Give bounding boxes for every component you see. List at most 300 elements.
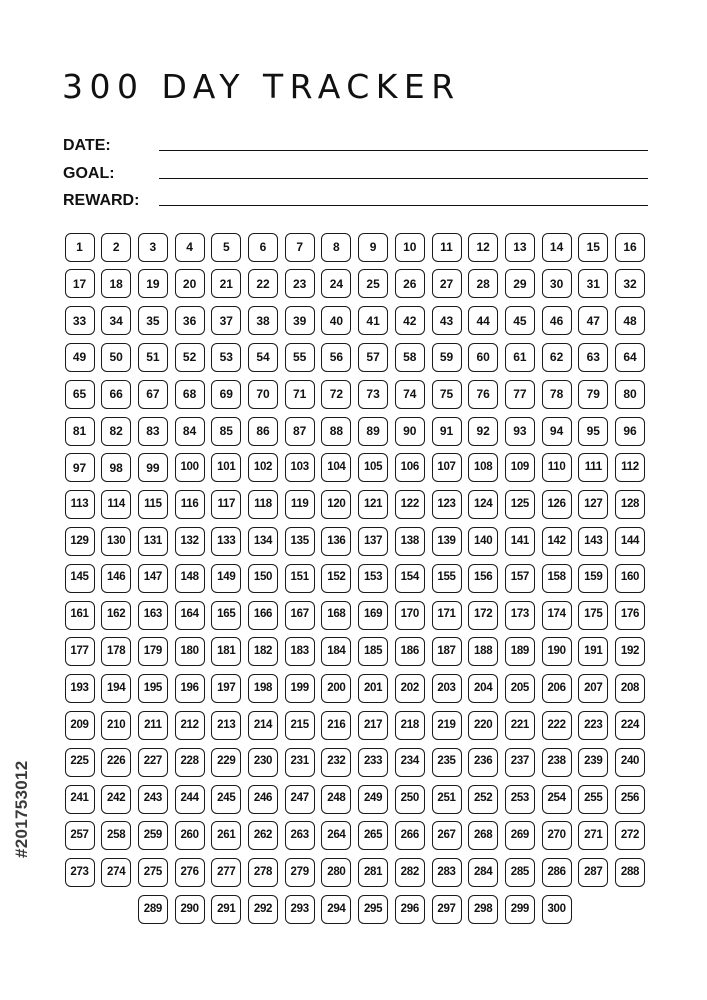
day-box-126[interactable]: 126 [542, 490, 572, 519]
day-box-215[interactable]: 215 [285, 711, 315, 740]
day-box-134[interactable]: 134 [248, 527, 278, 556]
day-box-188[interactable]: 188 [468, 637, 498, 666]
day-box-195[interactable]: 195 [138, 674, 168, 703]
day-box-56[interactable]: 56 [321, 343, 351, 372]
day-box-69[interactable]: 69 [211, 380, 241, 409]
day-box-70[interactable]: 70 [248, 380, 278, 409]
day-box-106[interactable]: 106 [395, 453, 425, 482]
day-box-42[interactable]: 42 [395, 306, 425, 335]
day-box-59[interactable]: 59 [432, 343, 462, 372]
day-box-238[interactable]: 238 [542, 748, 572, 777]
day-box-243[interactable]: 243 [138, 785, 168, 814]
day-box-217[interactable]: 217 [358, 711, 388, 740]
day-box-20[interactable]: 20 [175, 269, 205, 298]
day-box-247[interactable]: 247 [285, 785, 315, 814]
day-box-267[interactable]: 267 [432, 821, 462, 850]
day-box-184[interactable]: 184 [321, 637, 351, 666]
day-box-258[interactable]: 258 [101, 821, 131, 850]
day-box-268[interactable]: 268 [468, 821, 498, 850]
day-box-176[interactable]: 176 [615, 601, 645, 630]
day-box-24[interactable]: 24 [321, 269, 351, 298]
day-box-143[interactable]: 143 [578, 527, 608, 556]
day-box-119[interactable]: 119 [285, 490, 315, 519]
day-box-174[interactable]: 174 [542, 601, 572, 630]
day-box-73[interactable]: 73 [358, 380, 388, 409]
day-box-107[interactable]: 107 [432, 453, 462, 482]
day-box-29[interactable]: 29 [505, 269, 535, 298]
day-box-212[interactable]: 212 [175, 711, 205, 740]
day-box-81[interactable]: 81 [65, 417, 95, 446]
day-box-236[interactable]: 236 [468, 748, 498, 777]
day-box-265[interactable]: 265 [358, 821, 388, 850]
day-box-239[interactable]: 239 [578, 748, 608, 777]
day-box-99[interactable]: 99 [138, 453, 168, 482]
day-box-133[interactable]: 133 [211, 527, 241, 556]
day-box-27[interactable]: 27 [432, 269, 462, 298]
day-box-2[interactable]: 2 [101, 233, 131, 262]
day-box-25[interactable]: 25 [358, 269, 388, 298]
day-box-82[interactable]: 82 [101, 417, 131, 446]
day-box-166[interactable]: 166 [248, 601, 278, 630]
day-box-17[interactable]: 17 [65, 269, 95, 298]
day-box-299[interactable]: 299 [505, 895, 535, 924]
day-box-146[interactable]: 146 [101, 564, 131, 593]
day-box-19[interactable]: 19 [138, 269, 168, 298]
day-box-127[interactable]: 127 [578, 490, 608, 519]
day-box-199[interactable]: 199 [285, 674, 315, 703]
day-box-283[interactable]: 283 [432, 858, 462, 887]
day-box-84[interactable]: 84 [175, 417, 205, 446]
day-box-94[interactable]: 94 [542, 417, 572, 446]
day-box-86[interactable]: 86 [248, 417, 278, 446]
day-box-270[interactable]: 270 [542, 821, 572, 850]
day-box-114[interactable]: 114 [101, 490, 131, 519]
day-box-112[interactable]: 112 [615, 453, 645, 482]
day-box-248[interactable]: 248 [321, 785, 351, 814]
day-box-97[interactable]: 97 [65, 453, 95, 482]
day-box-75[interactable]: 75 [432, 380, 462, 409]
day-box-118[interactable]: 118 [248, 490, 278, 519]
day-box-241[interactable]: 241 [65, 785, 95, 814]
day-box-52[interactable]: 52 [175, 343, 205, 372]
day-box-122[interactable]: 122 [395, 490, 425, 519]
day-box-190[interactable]: 190 [542, 637, 572, 666]
day-box-22[interactable]: 22 [248, 269, 278, 298]
day-box-153[interactable]: 153 [358, 564, 388, 593]
day-box-197[interactable]: 197 [211, 674, 241, 703]
day-box-61[interactable]: 61 [505, 343, 535, 372]
day-box-150[interactable]: 150 [248, 564, 278, 593]
day-box-223[interactable]: 223 [578, 711, 608, 740]
day-box-221[interactable]: 221 [505, 711, 535, 740]
day-box-252[interactable]: 252 [468, 785, 498, 814]
day-box-292[interactable]: 292 [248, 895, 278, 924]
day-box-192[interactable]: 192 [615, 637, 645, 666]
day-box-49[interactable]: 49 [65, 343, 95, 372]
day-box-181[interactable]: 181 [211, 637, 241, 666]
day-box-117[interactable]: 117 [211, 490, 241, 519]
day-box-40[interactable]: 40 [321, 306, 351, 335]
day-box-232[interactable]: 232 [321, 748, 351, 777]
day-box-219[interactable]: 219 [432, 711, 462, 740]
day-box-8[interactable]: 8 [321, 233, 351, 262]
day-box-39[interactable]: 39 [285, 306, 315, 335]
day-box-291[interactable]: 291 [211, 895, 241, 924]
day-box-262[interactable]: 262 [248, 821, 278, 850]
day-box-141[interactable]: 141 [505, 527, 535, 556]
day-box-253[interactable]: 253 [505, 785, 535, 814]
day-box-240[interactable]: 240 [615, 748, 645, 777]
day-box-200[interactable]: 200 [321, 674, 351, 703]
day-box-281[interactable]: 281 [358, 858, 388, 887]
day-box-85[interactable]: 85 [211, 417, 241, 446]
day-box-144[interactable]: 144 [615, 527, 645, 556]
day-box-10[interactable]: 10 [395, 233, 425, 262]
day-box-54[interactable]: 54 [248, 343, 278, 372]
day-box-11[interactable]: 11 [432, 233, 462, 262]
day-box-178[interactable]: 178 [101, 637, 131, 666]
day-box-124[interactable]: 124 [468, 490, 498, 519]
day-box-222[interactable]: 222 [542, 711, 572, 740]
day-box-216[interactable]: 216 [321, 711, 351, 740]
day-box-98[interactable]: 98 [101, 453, 131, 482]
day-box-130[interactable]: 130 [101, 527, 131, 556]
day-box-254[interactable]: 254 [542, 785, 572, 814]
day-box-145[interactable]: 145 [65, 564, 95, 593]
day-box-36[interactable]: 36 [175, 306, 205, 335]
day-box-55[interactable]: 55 [285, 343, 315, 372]
day-box-198[interactable]: 198 [248, 674, 278, 703]
day-box-26[interactable]: 26 [395, 269, 425, 298]
day-box-111[interactable]: 111 [578, 453, 608, 482]
day-box-213[interactable]: 213 [211, 711, 241, 740]
day-box-229[interactable]: 229 [211, 748, 241, 777]
day-box-154[interactable]: 154 [395, 564, 425, 593]
day-box-218[interactable]: 218 [395, 711, 425, 740]
day-box-57[interactable]: 57 [358, 343, 388, 372]
day-box-74[interactable]: 74 [395, 380, 425, 409]
day-box-171[interactable]: 171 [432, 601, 462, 630]
day-box-14[interactable]: 14 [542, 233, 572, 262]
day-box-235[interactable]: 235 [432, 748, 462, 777]
day-box-300[interactable]: 300 [542, 895, 572, 924]
day-box-128[interactable]: 128 [615, 490, 645, 519]
day-box-132[interactable]: 132 [175, 527, 205, 556]
day-box-90[interactable]: 90 [395, 417, 425, 446]
day-box-227[interactable]: 227 [138, 748, 168, 777]
day-box-62[interactable]: 62 [542, 343, 572, 372]
day-box-226[interactable]: 226 [101, 748, 131, 777]
day-box-173[interactable]: 173 [505, 601, 535, 630]
day-box-290[interactable]: 290 [175, 895, 205, 924]
day-box-278[interactable]: 278 [248, 858, 278, 887]
day-box-68[interactable]: 68 [175, 380, 205, 409]
day-box-44[interactable]: 44 [468, 306, 498, 335]
day-box-285[interactable]: 285 [505, 858, 535, 887]
day-box-12[interactable]: 12 [468, 233, 498, 262]
day-box-80[interactable]: 80 [615, 380, 645, 409]
day-box-138[interactable]: 138 [395, 527, 425, 556]
day-box-187[interactable]: 187 [432, 637, 462, 666]
day-box-287[interactable]: 287 [578, 858, 608, 887]
day-box-88[interactable]: 88 [321, 417, 351, 446]
day-box-67[interactable]: 67 [138, 380, 168, 409]
day-box-159[interactable]: 159 [578, 564, 608, 593]
day-box-91[interactable]: 91 [432, 417, 462, 446]
day-box-161[interactable]: 161 [65, 601, 95, 630]
day-box-196[interactable]: 196 [175, 674, 205, 703]
day-box-83[interactable]: 83 [138, 417, 168, 446]
day-box-13[interactable]: 13 [505, 233, 535, 262]
day-box-65[interactable]: 65 [65, 380, 95, 409]
day-box-167[interactable]: 167 [285, 601, 315, 630]
day-box-289[interactable]: 289 [138, 895, 168, 924]
day-box-77[interactable]: 77 [505, 380, 535, 409]
day-box-272[interactable]: 272 [615, 821, 645, 850]
day-box-149[interactable]: 149 [211, 564, 241, 593]
day-box-242[interactable]: 242 [101, 785, 131, 814]
day-box-277[interactable]: 277 [211, 858, 241, 887]
day-box-183[interactable]: 183 [285, 637, 315, 666]
day-box-225[interactable]: 225 [65, 748, 95, 777]
day-box-53[interactable]: 53 [211, 343, 241, 372]
day-box-79[interactable]: 79 [578, 380, 608, 409]
day-box-280[interactable]: 280 [321, 858, 351, 887]
day-box-266[interactable]: 266 [395, 821, 425, 850]
day-box-100[interactable]: 100 [175, 453, 205, 482]
day-box-38[interactable]: 38 [248, 306, 278, 335]
day-box-155[interactable]: 155 [432, 564, 462, 593]
day-box-230[interactable]: 230 [248, 748, 278, 777]
day-box-47[interactable]: 47 [578, 306, 608, 335]
day-box-43[interactable]: 43 [432, 306, 462, 335]
day-box-177[interactable]: 177 [65, 637, 95, 666]
day-box-255[interactable]: 255 [578, 785, 608, 814]
day-box-208[interactable]: 208 [615, 674, 645, 703]
day-box-93[interactable]: 93 [505, 417, 535, 446]
day-box-6[interactable]: 6 [248, 233, 278, 262]
day-box-120[interactable]: 120 [321, 490, 351, 519]
day-box-33[interactable]: 33 [65, 306, 95, 335]
day-box-121[interactable]: 121 [358, 490, 388, 519]
day-box-116[interactable]: 116 [175, 490, 205, 519]
day-box-295[interactable]: 295 [358, 895, 388, 924]
day-box-273[interactable]: 273 [65, 858, 95, 887]
day-box-169[interactable]: 169 [358, 601, 388, 630]
day-box-66[interactable]: 66 [101, 380, 131, 409]
day-box-175[interactable]: 175 [578, 601, 608, 630]
day-box-35[interactable]: 35 [138, 306, 168, 335]
day-box-103[interactable]: 103 [285, 453, 315, 482]
day-box-41[interactable]: 41 [358, 306, 388, 335]
day-box-23[interactable]: 23 [285, 269, 315, 298]
day-box-233[interactable]: 233 [358, 748, 388, 777]
day-box-286[interactable]: 286 [542, 858, 572, 887]
day-box-7[interactable]: 7 [285, 233, 315, 262]
day-box-34[interactable]: 34 [101, 306, 131, 335]
day-box-30[interactable]: 30 [542, 269, 572, 298]
day-box-296[interactable]: 296 [395, 895, 425, 924]
day-box-58[interactable]: 58 [395, 343, 425, 372]
day-box-147[interactable]: 147 [138, 564, 168, 593]
day-box-202[interactable]: 202 [395, 674, 425, 703]
day-box-203[interactable]: 203 [432, 674, 462, 703]
day-box-129[interactable]: 129 [65, 527, 95, 556]
day-box-46[interactable]: 46 [542, 306, 572, 335]
day-box-135[interactable]: 135 [285, 527, 315, 556]
day-box-123[interactable]: 123 [432, 490, 462, 519]
day-box-109[interactable]: 109 [505, 453, 535, 482]
day-box-288[interactable]: 288 [615, 858, 645, 887]
day-box-293[interactable]: 293 [285, 895, 315, 924]
day-box-92[interactable]: 92 [468, 417, 498, 446]
day-box-194[interactable]: 194 [101, 674, 131, 703]
day-box-105[interactable]: 105 [358, 453, 388, 482]
day-box-18[interactable]: 18 [101, 269, 131, 298]
day-box-211[interactable]: 211 [138, 711, 168, 740]
day-box-31[interactable]: 31 [578, 269, 608, 298]
day-box-180[interactable]: 180 [175, 637, 205, 666]
day-box-131[interactable]: 131 [138, 527, 168, 556]
day-box-3[interactable]: 3 [138, 233, 168, 262]
day-box-168[interactable]: 168 [321, 601, 351, 630]
day-box-160[interactable]: 160 [615, 564, 645, 593]
day-box-298[interactable]: 298 [468, 895, 498, 924]
day-box-245[interactable]: 245 [211, 785, 241, 814]
day-box-210[interactable]: 210 [101, 711, 131, 740]
day-box-37[interactable]: 37 [211, 306, 241, 335]
day-box-193[interactable]: 193 [65, 674, 95, 703]
day-box-284[interactable]: 284 [468, 858, 498, 887]
day-box-257[interactable]: 257 [65, 821, 95, 850]
day-box-172[interactable]: 172 [468, 601, 498, 630]
day-box-237[interactable]: 237 [505, 748, 535, 777]
day-box-96[interactable]: 96 [615, 417, 645, 446]
day-box-249[interactable]: 249 [358, 785, 388, 814]
day-box-156[interactable]: 156 [468, 564, 498, 593]
day-box-28[interactable]: 28 [468, 269, 498, 298]
day-box-45[interactable]: 45 [505, 306, 535, 335]
day-box-282[interactable]: 282 [395, 858, 425, 887]
day-box-186[interactable]: 186 [395, 637, 425, 666]
day-box-276[interactable]: 276 [175, 858, 205, 887]
day-box-294[interactable]: 294 [321, 895, 351, 924]
day-box-206[interactable]: 206 [542, 674, 572, 703]
day-box-60[interactable]: 60 [468, 343, 498, 372]
day-box-246[interactable]: 246 [248, 785, 278, 814]
day-box-113[interactable]: 113 [65, 490, 95, 519]
day-box-71[interactable]: 71 [285, 380, 315, 409]
day-box-205[interactable]: 205 [505, 674, 535, 703]
day-box-1[interactable]: 1 [65, 233, 95, 262]
day-box-271[interactable]: 271 [578, 821, 608, 850]
day-box-5[interactable]: 5 [211, 233, 241, 262]
day-box-165[interactable]: 165 [211, 601, 241, 630]
day-box-108[interactable]: 108 [468, 453, 498, 482]
day-box-244[interactable]: 244 [175, 785, 205, 814]
day-box-87[interactable]: 87 [285, 417, 315, 446]
day-box-231[interactable]: 231 [285, 748, 315, 777]
day-box-201[interactable]: 201 [358, 674, 388, 703]
day-box-151[interactable]: 151 [285, 564, 315, 593]
day-box-64[interactable]: 64 [615, 343, 645, 372]
day-box-207[interactable]: 207 [578, 674, 608, 703]
day-box-63[interactable]: 63 [578, 343, 608, 372]
day-box-158[interactable]: 158 [542, 564, 572, 593]
day-box-179[interactable]: 179 [138, 637, 168, 666]
day-box-204[interactable]: 204 [468, 674, 498, 703]
day-box-50[interactable]: 50 [101, 343, 131, 372]
day-box-115[interactable]: 115 [138, 490, 168, 519]
day-box-32[interactable]: 32 [615, 269, 645, 298]
day-box-260[interactable]: 260 [175, 821, 205, 850]
day-box-214[interactable]: 214 [248, 711, 278, 740]
day-box-48[interactable]: 48 [615, 306, 645, 335]
day-box-275[interactable]: 275 [138, 858, 168, 887]
day-box-9[interactable]: 9 [358, 233, 388, 262]
day-box-220[interactable]: 220 [468, 711, 498, 740]
day-box-101[interactable]: 101 [211, 453, 241, 482]
day-box-104[interactable]: 104 [321, 453, 351, 482]
day-box-170[interactable]: 170 [395, 601, 425, 630]
day-box-137[interactable]: 137 [358, 527, 388, 556]
day-box-163[interactable]: 163 [138, 601, 168, 630]
day-box-251[interactable]: 251 [432, 785, 462, 814]
day-box-89[interactable]: 89 [358, 417, 388, 446]
day-box-250[interactable]: 250 [395, 785, 425, 814]
day-box-15[interactable]: 15 [578, 233, 608, 262]
day-box-76[interactable]: 76 [468, 380, 498, 409]
day-box-51[interactable]: 51 [138, 343, 168, 372]
day-box-297[interactable]: 297 [432, 895, 462, 924]
day-box-125[interactable]: 125 [505, 490, 535, 519]
day-box-4[interactable]: 4 [175, 233, 205, 262]
day-box-164[interactable]: 164 [175, 601, 205, 630]
day-box-224[interactable]: 224 [615, 711, 645, 740]
day-box-256[interactable]: 256 [615, 785, 645, 814]
day-box-142[interactable]: 142 [542, 527, 572, 556]
day-box-279[interactable]: 279 [285, 858, 315, 887]
day-box-189[interactable]: 189 [505, 637, 535, 666]
day-box-191[interactable]: 191 [578, 637, 608, 666]
day-box-228[interactable]: 228 [175, 748, 205, 777]
day-box-274[interactable]: 274 [101, 858, 131, 887]
day-box-78[interactable]: 78 [542, 380, 572, 409]
day-box-162[interactable]: 162 [101, 601, 131, 630]
day-box-16[interactable]: 16 [615, 233, 645, 262]
day-box-72[interactable]: 72 [321, 380, 351, 409]
day-box-102[interactable]: 102 [248, 453, 278, 482]
day-box-185[interactable]: 185 [358, 637, 388, 666]
day-box-110[interactable]: 110 [542, 453, 572, 482]
day-box-269[interactable]: 269 [505, 821, 535, 850]
day-box-157[interactable]: 157 [505, 564, 535, 593]
day-box-259[interactable]: 259 [138, 821, 168, 850]
day-box-152[interactable]: 152 [321, 564, 351, 593]
day-box-209[interactable]: 209 [65, 711, 95, 740]
day-box-182[interactable]: 182 [248, 637, 278, 666]
day-box-139[interactable]: 139 [432, 527, 462, 556]
day-box-261[interactable]: 261 [211, 821, 241, 850]
day-box-95[interactable]: 95 [578, 417, 608, 446]
day-box-148[interactable]: 148 [175, 564, 205, 593]
day-box-234[interactable]: 234 [395, 748, 425, 777]
day-box-140[interactable]: 140 [468, 527, 498, 556]
day-box-263[interactable]: 263 [285, 821, 315, 850]
day-box-136[interactable]: 136 [321, 527, 351, 556]
day-box-21[interactable]: 21 [211, 269, 241, 298]
day-box-264[interactable]: 264 [321, 821, 351, 850]
